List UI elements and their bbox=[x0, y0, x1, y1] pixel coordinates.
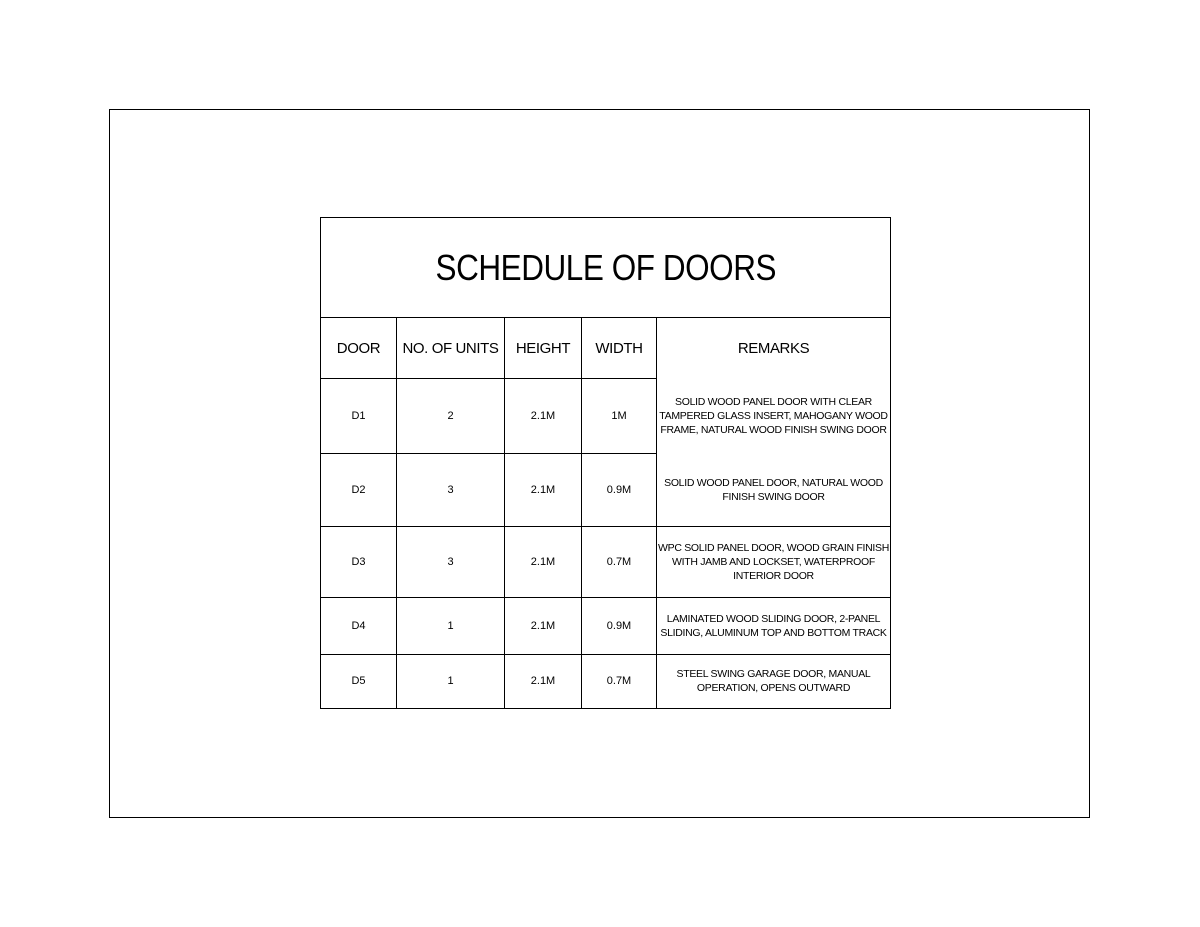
schedule-title bbox=[335, 218, 877, 318]
cell-units: 1 bbox=[397, 597, 505, 654]
table-row bbox=[321, 597, 891, 654]
header-remarks: REMARKS bbox=[657, 318, 891, 379]
cell-width: 0.9M bbox=[582, 454, 657, 526]
cell-remarks: WPC SOLID PANEL DOOR, WOOD GRAIN FINISH WITH JAMB AND LOCKSET, WATERPROOF INTERIOR DOOR bbox=[657, 526, 891, 597]
cell-remarks: SOLID WOOD PANEL DOOR, NATURAL WOOD FINISH SWING DOOR bbox=[657, 454, 891, 526]
header-row bbox=[321, 318, 891, 379]
cell-door: D2 bbox=[321, 454, 397, 526]
header-units: NO. OF UNITS bbox=[397, 318, 505, 379]
header-width: WIDTH bbox=[582, 318, 657, 379]
cell-units: 2 bbox=[397, 379, 505, 454]
header-door: DOOR bbox=[321, 318, 397, 379]
door-schedule-table bbox=[320, 217, 891, 709]
cell-remarks: SOLID WOOD PANEL DOOR WITH CLEAR TAMPERED GLASS INSERT, MAHOGANY WOOD FRAME, NATURAL WOOD FINISH SWING DOOR bbox=[657, 379, 891, 454]
cell-remarks: LAMINATED WOOD SLIDING DOOR, 2-PANEL SLIDING, ALUMINUM TOP AND BOTTOM TRACK bbox=[657, 597, 891, 654]
table-row bbox=[321, 454, 891, 526]
cell-height: 2.1M bbox=[505, 454, 582, 526]
cell-door: D4 bbox=[321, 597, 397, 654]
table-row bbox=[321, 526, 891, 597]
cell-remarks: STEEL SWING GARAGE DOOR, MANUAL OPERATION, OPENS OUTWARD bbox=[657, 654, 891, 708]
cell-door: D3 bbox=[321, 526, 397, 597]
cell-door: D5 bbox=[321, 654, 397, 708]
cell-units: 3 bbox=[397, 454, 505, 526]
table-row bbox=[321, 379, 891, 454]
cell-units: 3 bbox=[397, 526, 505, 597]
cell-height: 2.1M bbox=[505, 654, 582, 708]
cell-width: 0.7M bbox=[582, 526, 657, 597]
cell-height: 2.1M bbox=[505, 379, 582, 454]
cell-width: 0.9M bbox=[582, 597, 657, 654]
cell-width: 1M bbox=[582, 379, 657, 454]
header-height: HEIGHT bbox=[505, 318, 582, 379]
cell-units: 1 bbox=[397, 654, 505, 708]
cell-height: 2.1M bbox=[505, 526, 582, 597]
schedule-title-text: SCHEDULE OF DOORS bbox=[435, 246, 776, 288]
cell-width: 0.7M bbox=[582, 654, 657, 708]
table-row bbox=[321, 654, 891, 708]
cell-door: D1 bbox=[321, 379, 397, 454]
cell-height: 2.1M bbox=[505, 597, 582, 654]
